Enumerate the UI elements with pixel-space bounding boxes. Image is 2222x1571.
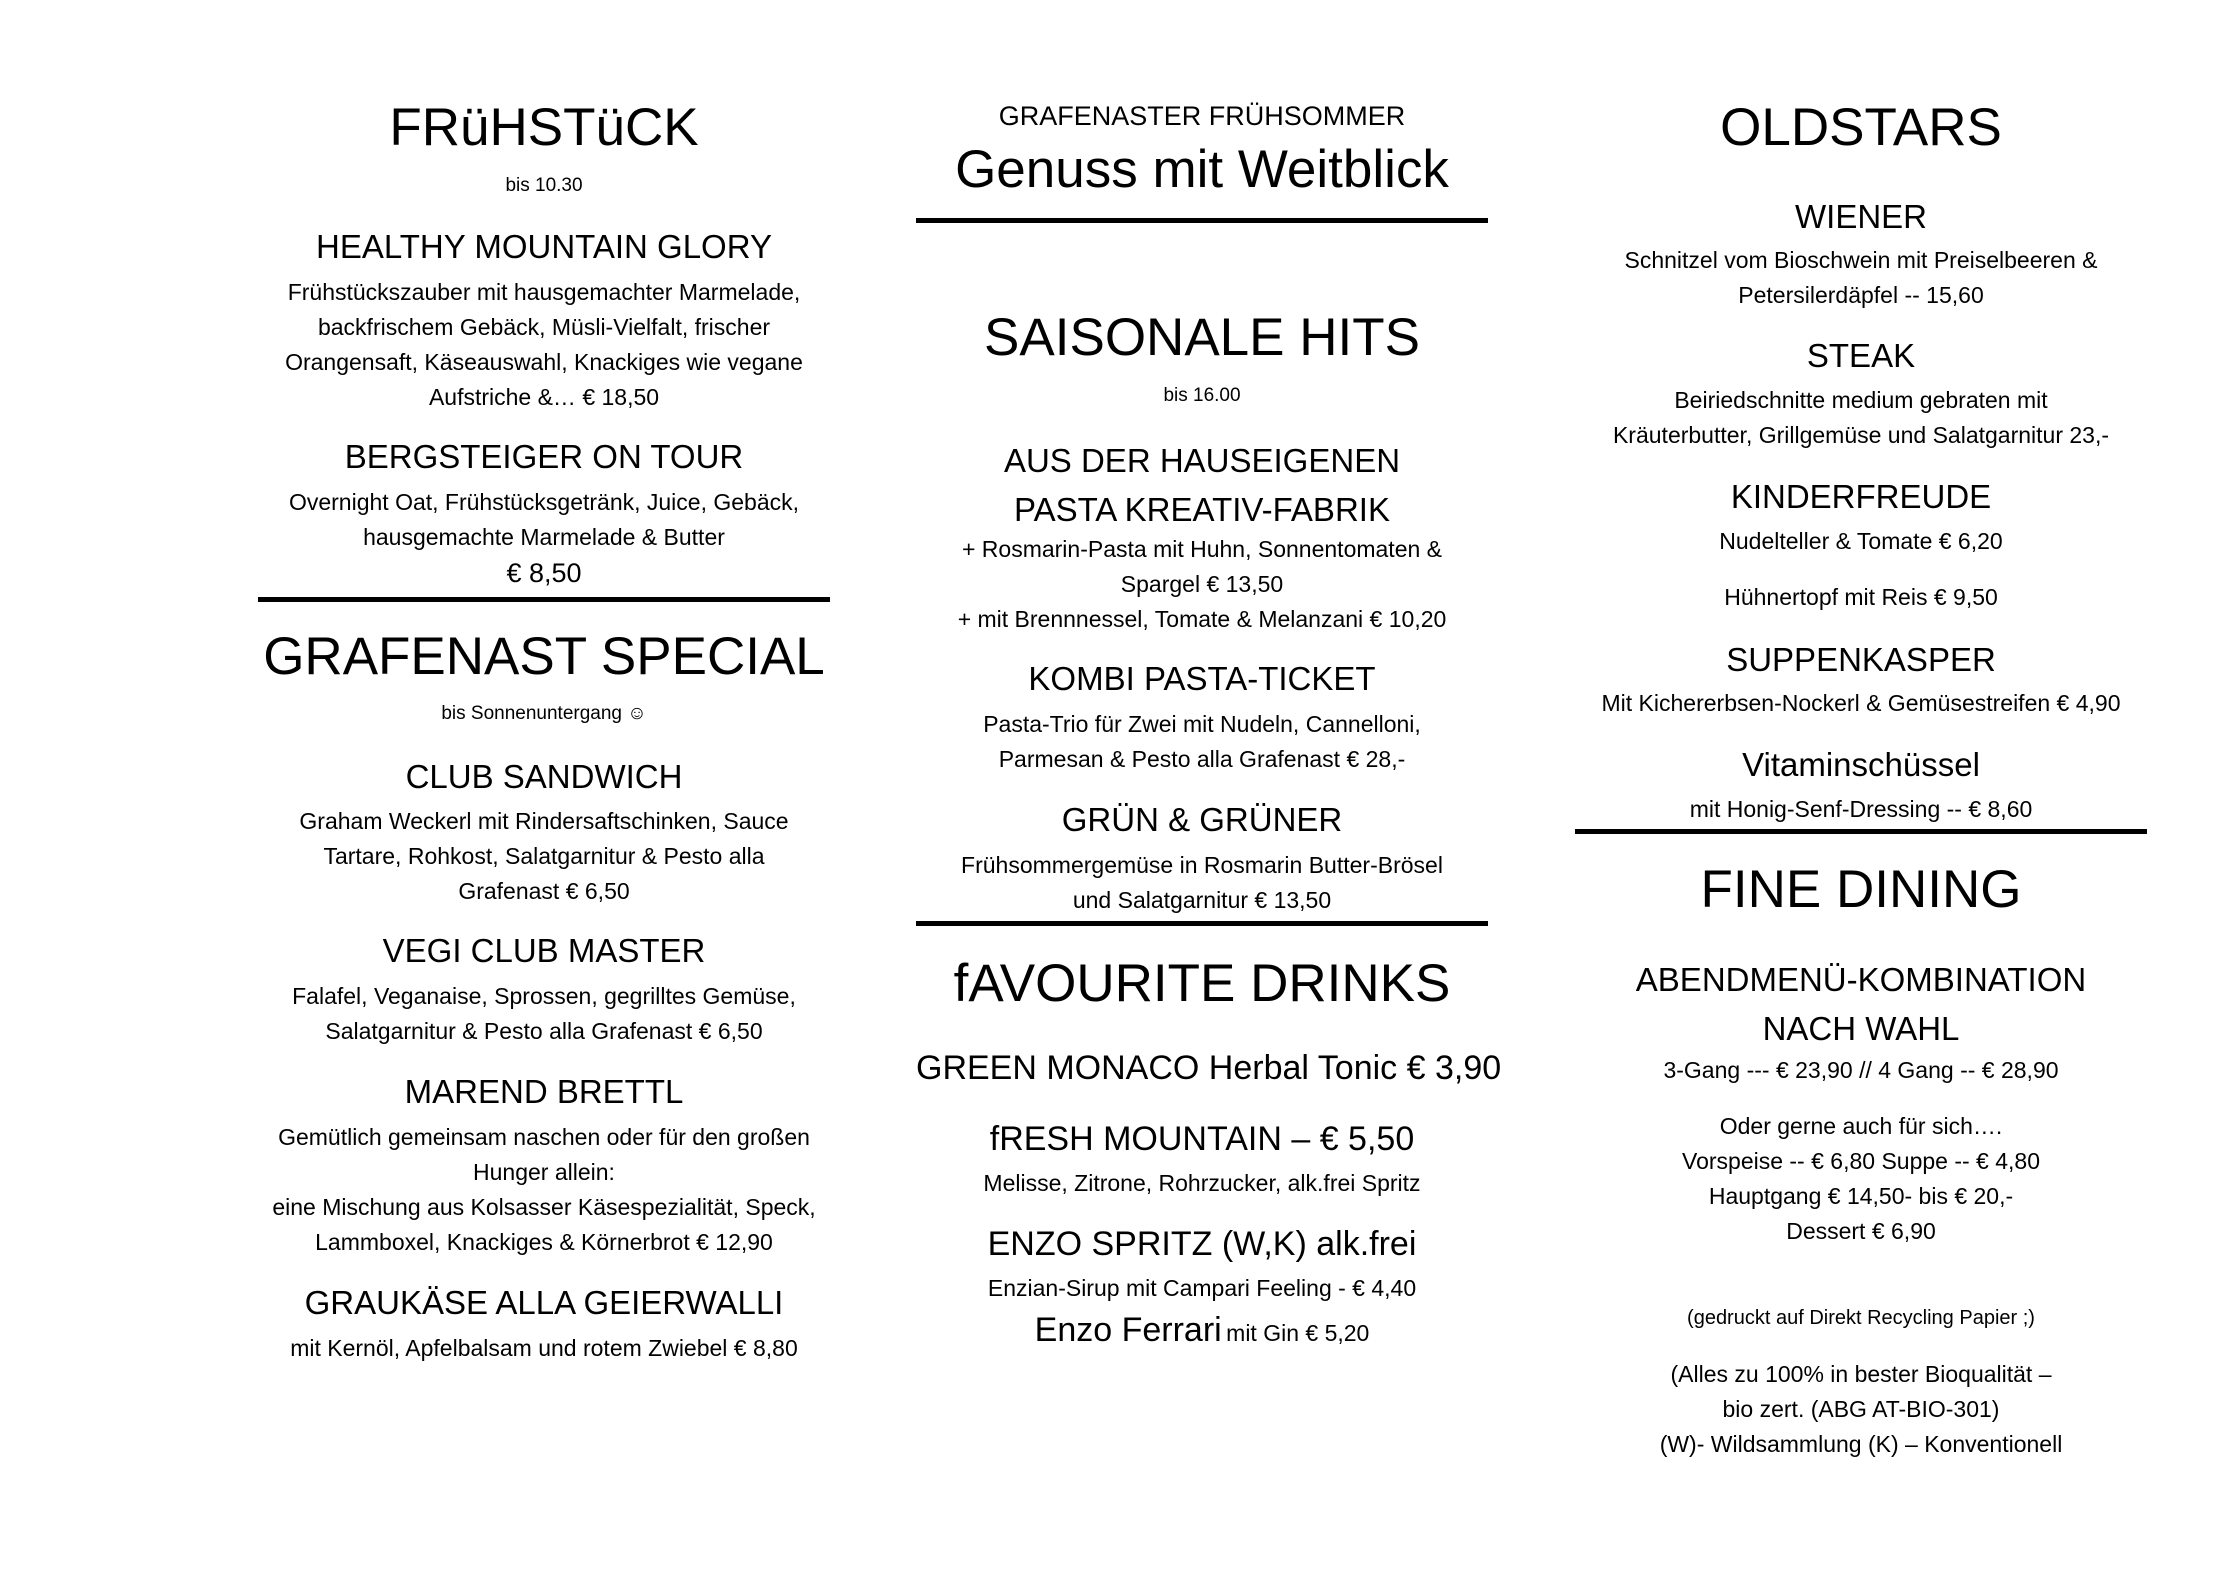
desc-line: Graham Weckerl mit Rindersaftschinken, Sauce — [299, 808, 789, 834]
desc-line: Kräuterbutter, Grillgemüse und Salatgarnitur 23,- — [1612, 422, 2110, 448]
title-line: NACH WAHL — [1762, 1010, 1960, 1047]
item-title-gruen-gruener: GRÜN & GRÜNER — [1061, 801, 1343, 838]
item-title-steak: STEAK — [1806, 337, 1916, 374]
item-desc-pasta-kreativ-fabrik — [916, 532, 1488, 637]
desc-line: (W)- Wildsammlung (K) – Konventionell — [1659, 1431, 2063, 1457]
item-title-kombi-pasta-ticket: KOMBI PASTA-TICKET — [1028, 660, 1376, 697]
item-title-suppenkasper: SUPPENKASPER — [1726, 641, 1996, 678]
divider — [1575, 829, 2147, 834]
item-desc-club-sandwich — [258, 804, 830, 909]
section-subtitle-saisonale-hits: bis 16.00 — [1163, 385, 1241, 406]
section-title-favourite-drinks: fAVOURITE DRINKS — [953, 954, 1451, 1013]
divider — [258, 597, 830, 602]
item-desc-kombi-pasta-ticket — [916, 707, 1488, 777]
drink-green-monaco: GREEN MONACO Herbal Tonic € 3,90 — [916, 1049, 1502, 1087]
divider — [916, 218, 1488, 223]
title-line: PASTA KREATIV-FABRIK — [1014, 491, 1390, 528]
bio-footer — [1575, 1357, 2147, 1462]
desc-line: + Rosmarin-Pasta mit Huhn, Sonnentomaten & — [961, 536, 1443, 562]
item-desc-steak — [1575, 383, 2147, 453]
item-desc-suppenkasper — [1575, 686, 2147, 721]
desc-line: Orangensaft, Käseauswahl, Knackiges wie vegane — [285, 349, 803, 375]
desc-line: Frühstückszauber mit hausgemachter Marmelade, — [287, 279, 801, 305]
section-title-fine-dining: FINE DINING — [1700, 860, 2022, 919]
desc-line: Hunger allein: — [473, 1159, 615, 1185]
item-desc-wiener — [1575, 243, 2147, 313]
desc-line: Salatgarnitur & Pesto alla Grafenast € 6,50 — [325, 1018, 763, 1044]
drink-fresh-mountain: fRESH MOUNTAIN – € 5,50 — [989, 1120, 1415, 1158]
item-title-healthy-mountain-glory: HEALTHY MOUNTAIN GLORY — [316, 228, 772, 265]
section-title-grafenast-special: GRAFENAST SPECIAL — [263, 627, 825, 686]
item-title-marend-brettl: MAREND BRETTL — [404, 1073, 684, 1110]
item-title-club-sandwich: CLUB SANDWICH — [405, 758, 683, 795]
item-desc-healthy-mountain-glory — [258, 275, 830, 415]
desc-line: und Salatgarnitur € 13,50 — [1072, 887, 1332, 913]
title-line: ABENDMENÜ-KOMBINATION — [1635, 961, 2087, 998]
desc-line: Enzian-Sirup mit Campari Feeling - € 4,40 — [987, 1275, 1417, 1301]
desc-line: bio zert. (ABG AT-BIO-301) — [1722, 1396, 2000, 1422]
item-title-bergsteiger-on-tour: BERGSTEIGER ON TOUR — [344, 438, 744, 475]
section-subtitle-fruehstueck: bis 10.30 — [505, 175, 583, 196]
item-desc-abendmenue: 3-Gang --- € 23,90 // 4 Gang -- € 28,90 — [1663, 1057, 2059, 1083]
desc-line: Hühnertopf mit Reis € 9,50 — [1724, 584, 1998, 610]
desc-line: mit Kernöl, Apfelbalsam und rotem Zwiebel € 8,80 — [290, 1335, 798, 1361]
desc-line: mit Honig-Senf-Dressing -- € 8,60 — [1689, 796, 2033, 822]
item-desc-kinderfreude-2 — [1575, 580, 2147, 615]
desc-line: Vorspeise -- € 6,80 Suppe -- € 4,80 — [1682, 1148, 2040, 1174]
desc-line: Beiriedschnitte medium gebraten mit — [1674, 387, 2048, 413]
item-title-kinderfreude: KINDERFREUDE — [1730, 478, 1992, 515]
item-title-pasta-kreativ-fabrik — [916, 436, 1488, 534]
item-desc-marend-brettl — [258, 1120, 830, 1260]
item-title-vitaminschuessel: Vitaminschüssel — [1742, 746, 1980, 783]
item-title-wiener: WIENER — [1795, 198, 1927, 235]
menu-main-title: Genuss mit Weitblick — [955, 140, 1449, 199]
item-title-vegi-club-master: VEGI CLUB MASTER — [382, 932, 706, 969]
desc-line: Frühsommergemüse in Rosmarin Butter-Brösel — [961, 852, 1443, 878]
menu-kicker: GRAFENASTER FRÜHSOMMER — [998, 101, 1406, 131]
desc-line: Grafenast € 6,50 — [458, 878, 630, 904]
item-desc-gruen-gruener — [916, 848, 1488, 918]
desc-line: Aufstriche &… € 18,50 — [428, 384, 660, 410]
recycling-note: (gedruckt auf Direkt Recycling Papier ;) — [1687, 1307, 2035, 1329]
desc-line: Pasta-Trio für Zwei mit Nudeln, Cannelloni, — [983, 711, 1421, 737]
item-title-abendmenue — [1575, 955, 2147, 1053]
section-title-fruehstueck: FRüHSTüCK — [389, 98, 699, 157]
desc-line: eine Mischung aus Kolsasser Käsespezialität, Speck, — [272, 1194, 816, 1220]
desc-line: Gemütlich gemeinsam naschen oder für den großen — [278, 1124, 810, 1150]
divider — [916, 921, 1488, 926]
desc-line: Overnight Oat, Frühstücksgetränk, Juice, Gebäck, — [288, 489, 800, 515]
alacarte-block — [1575, 1109, 2147, 1249]
desc-line: Melisse, Zitrone, Rohrzucker, alk.frei Spritz — [983, 1170, 1421, 1196]
desc-line: hausgemachte Marmelade & Butter — [363, 524, 725, 550]
drink-enzo-ferrari — [916, 1310, 1488, 1357]
item-desc-vegi-club-master — [258, 979, 830, 1049]
desc-line: Schnitzel vom Bioschwein mit Preiselbeeren & — [1624, 247, 2098, 273]
item-desc-graukaese-alla-geierwalli — [258, 1331, 830, 1366]
title-line: AUS DER HAUSEIGENEN — [1003, 442, 1401, 479]
item-desc-vitaminschuessel — [1575, 792, 2147, 827]
section-title-saisonale-hits: SAISONALE HITS — [984, 308, 1420, 367]
desc-line: Spargel € 13,50 — [1120, 571, 1284, 597]
desc-line: Mit Kichererbsen-Nockerl & Gemüsestreifen € 4,90 — [1601, 690, 2121, 716]
drink-enzo-spritz: ENZO SPRITZ (W,K) alk.frei — [987, 1225, 1417, 1263]
desc-line: Tartare, Rohkost, Salatgarnitur & Pesto alla — [323, 843, 765, 869]
desc-line: Petersilerdäpfel -- 15,60 — [1738, 282, 1984, 308]
desc-line: Lammboxel, Knackiges & Körnerbrot € 12,90 — [315, 1229, 773, 1255]
drink-enzo-ferrari-suffix: mit Gin € 5,20 — [1226, 1320, 1370, 1346]
section-title-oldstars: OLDSTARS — [1720, 98, 2002, 157]
drink-desc-enzo-spritz — [916, 1271, 1488, 1306]
desc-line: Hauptgang € 14,50- bis € 20,- — [1708, 1183, 2014, 1209]
desc-line: Falafel, Veganaise, Sprossen, gegrilltes Gemüse, — [292, 983, 796, 1009]
desc-line: Nudelteller & Tomate € 6,20 — [1719, 528, 2003, 554]
item-title-graukaese-alla-geierwalli: GRAUKÄSE ALLA GEIERWALLI — [304, 1284, 784, 1321]
item-desc-kinderfreude-1 — [1575, 524, 2147, 559]
desc-line: Dessert € 6,90 — [1786, 1218, 1936, 1244]
desc-line: + mit Brennnessel, Tomate & Melanzani € 10,20 — [957, 606, 1447, 632]
desc-line: Oder gerne auch für sich…. — [1719, 1113, 2003, 1139]
item-price-bergsteiger-on-tour: € 8,50 — [506, 558, 582, 588]
drink-desc-fresh-mountain — [916, 1166, 1488, 1201]
section-subtitle-grafenast-special: bis Sonnenuntergang ☺ — [441, 703, 647, 724]
item-desc-bergsteiger-on-tour — [258, 485, 830, 555]
desc-line: (Alles zu 100% in bester Bioqualität – — [1670, 1361, 2052, 1387]
desc-line: Parmesan & Pesto alla Grafenast € 28,- — [998, 746, 1406, 772]
desc-line: backfrischem Gebäck, Müsli-Vielfalt, frischer — [317, 314, 771, 340]
drink-enzo-ferrari-title: Enzo Ferrari — [1034, 1311, 1222, 1349]
